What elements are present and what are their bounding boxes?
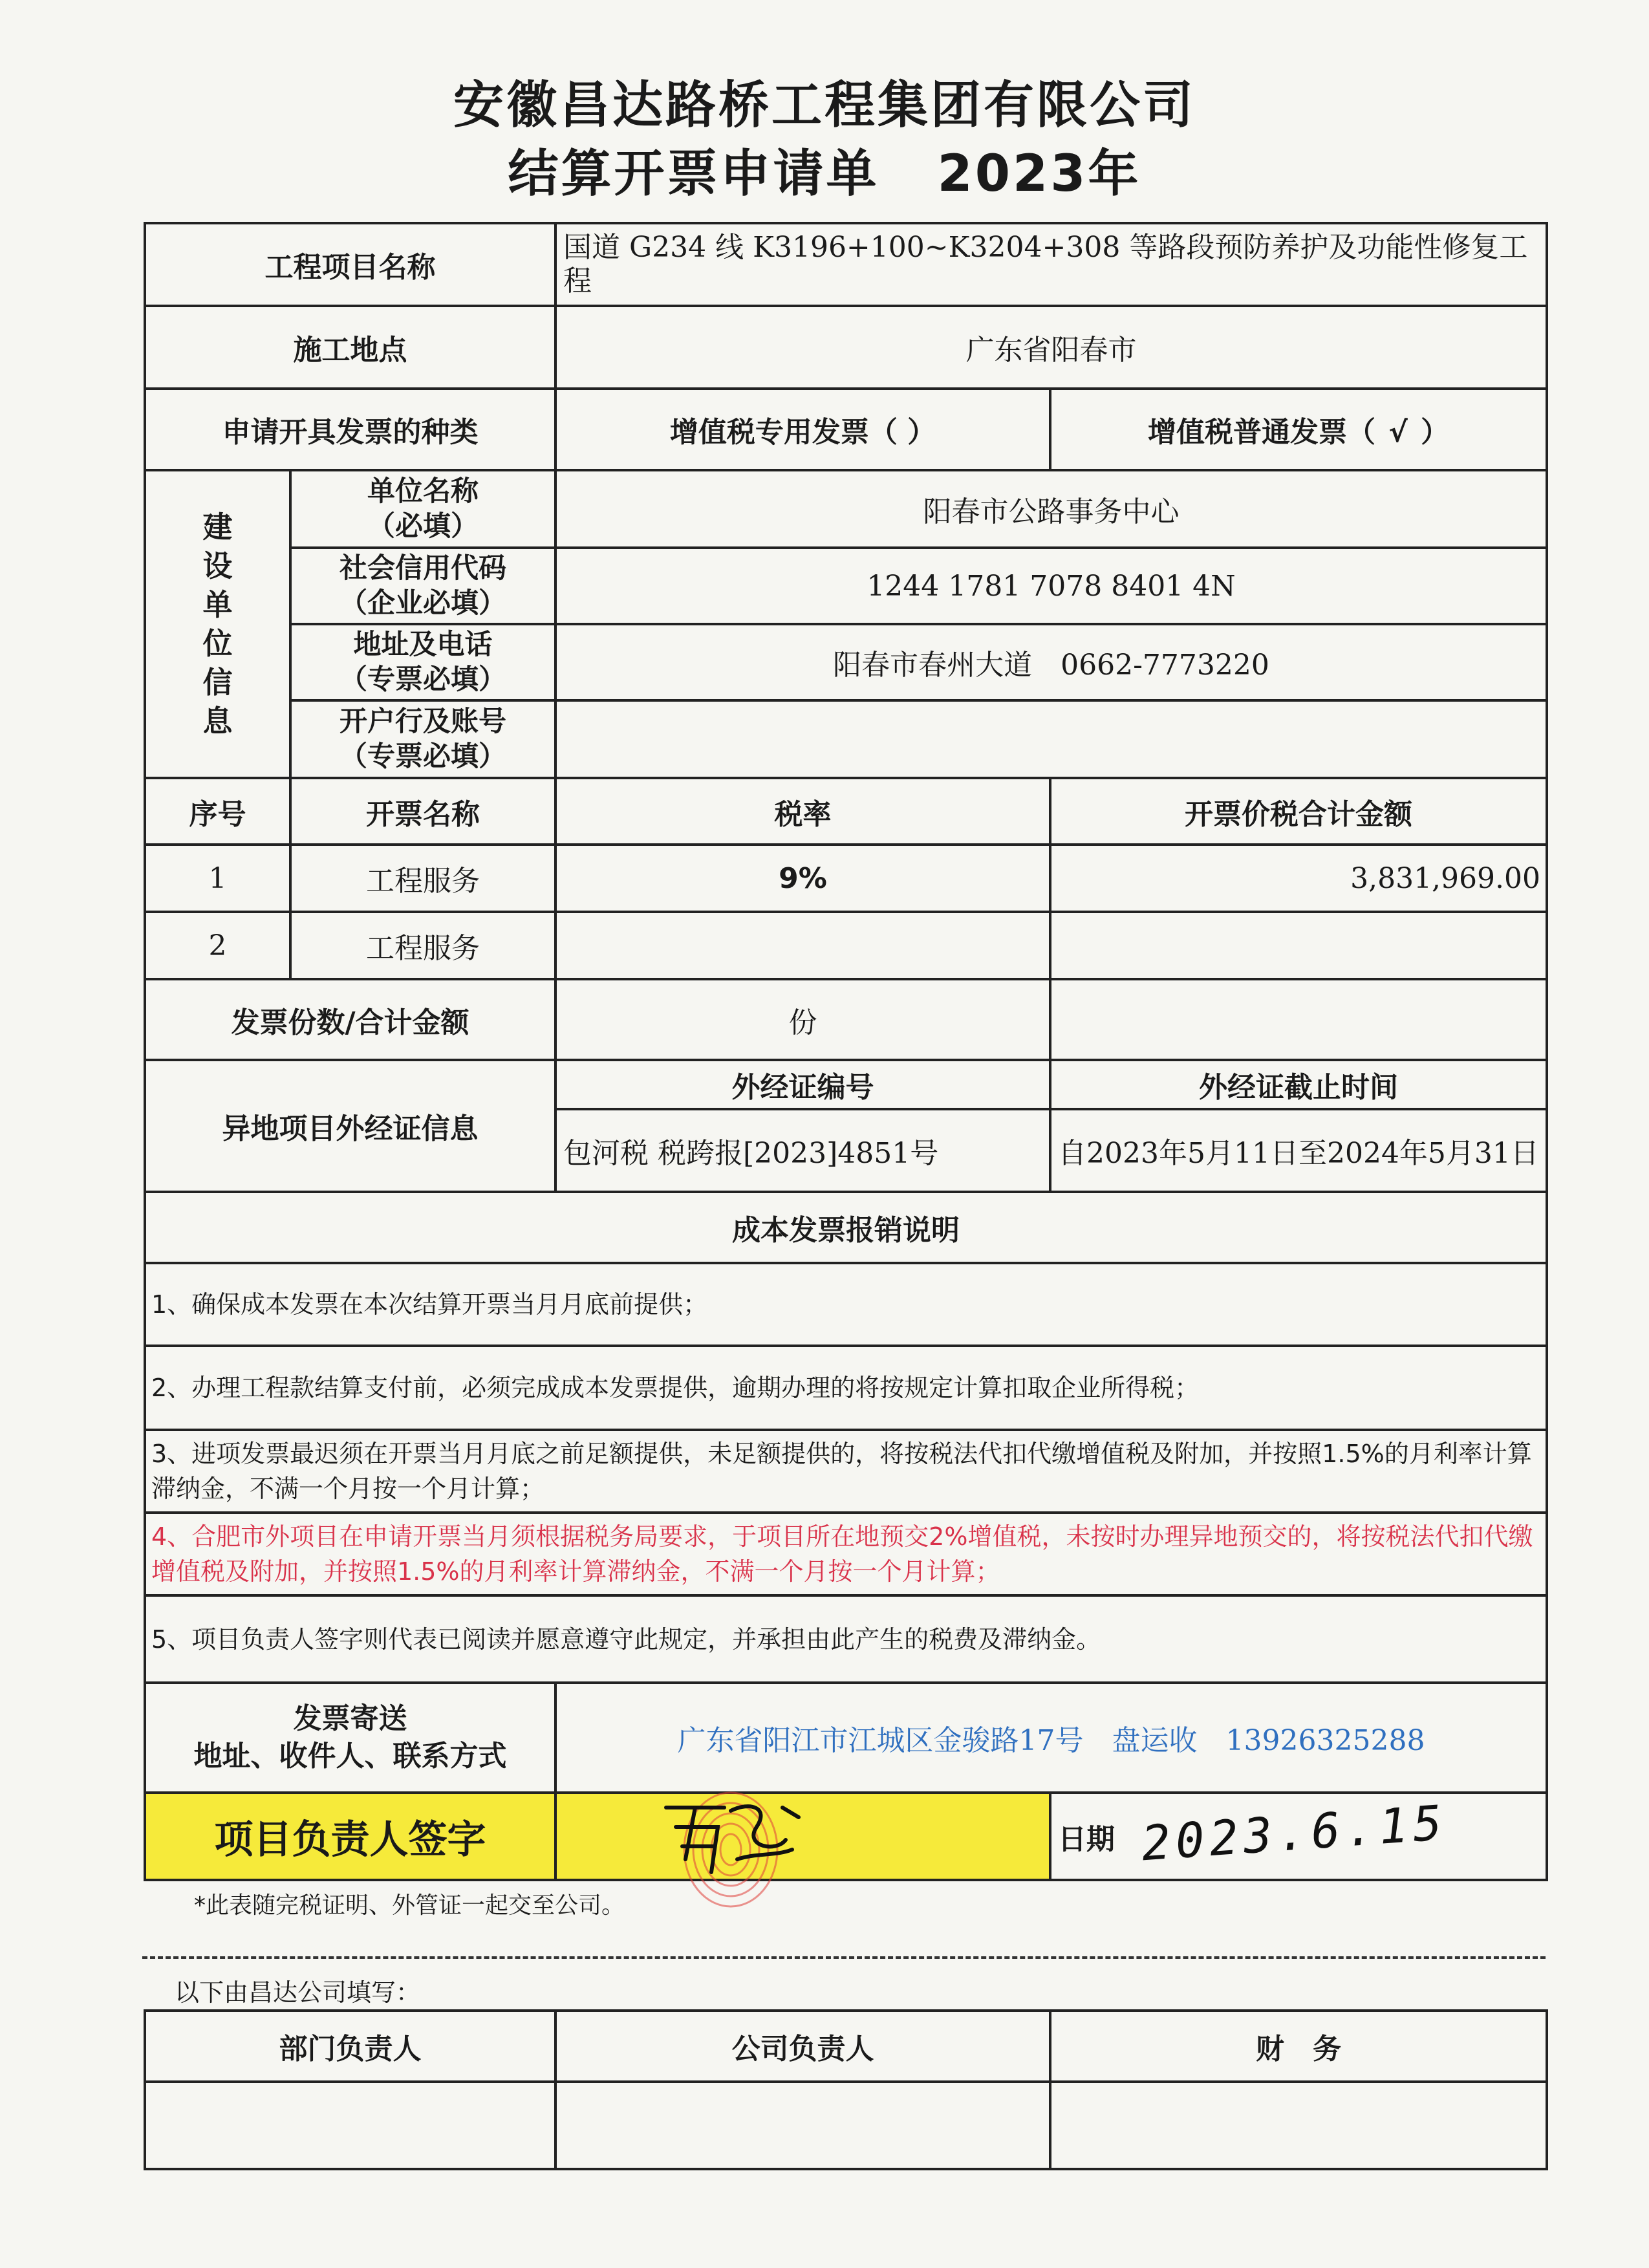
company-approval-table [144,2009,1548,2170]
handwritten-date: 2023.6.15 [1139,1795,1449,1872]
row-rate [555,912,1050,979]
label-line: 地址及电话 [353,629,493,661]
client-info-group-label [145,470,290,778]
row-no: 2 [145,912,290,979]
total-amount [1050,979,1547,1060]
label-line: （企业必填） [339,587,506,620]
cost-note-4: 4、合肥市外项目在申请开票当月须根据税务局要求，于项目所在地预交2%增值税，未按时办理异地预交的，将按税法代扣代缴增值税及附加，并按照1.5%的月利率计算滞纳金，不满一个月按一个月计算； [145,1513,1547,1595]
address-phone-value: 阳春市春州大道 0662-7773220 [555,624,1547,700]
table-row [145,912,1547,979]
bank-account-value [555,700,1547,778]
site-label: 施工地点 [145,306,555,389]
label-line: （专票必填） [339,664,506,696]
row-amount: 3,831,969.00 [1050,845,1547,912]
cert-number-value: 包河税 税跨报[2023]4851号 [555,1109,1050,1192]
row-rate: 9% [555,845,1050,912]
label-line: （专票必填） [339,740,506,773]
date-label: 日期 [1050,1793,1547,1880]
label-line: 社会信用代码 [339,552,506,585]
client-group-char: 信 [202,665,233,700]
credit-code-value: 1244 1781 7078 8401 4N [555,548,1547,624]
row-name: 工程服务 [290,845,555,912]
client-group-char: 位 [202,626,233,661]
unit-name-value: 阳春市公路事务中心 [555,470,1547,548]
finance-header: 财 务 [1050,2011,1547,2082]
cert-number-header: 外经证编号 [555,1060,1050,1109]
bank-account-label [290,700,555,778]
delivery-label [145,1683,555,1793]
dept-head-header: 部门负责人 [145,2011,555,2082]
label-line: 单位名称 [367,475,479,508]
signature-with-fingerprint-icon [647,1782,815,1917]
company-fill-caption: 以下由昌达公司填写： [175,1978,421,2007]
client-group-char: 建 [202,510,233,545]
invoice-copies: 份 [555,979,1050,1060]
finance-sign-cell[interactable] [1050,2082,1547,2169]
signer-label: 项目负责人签字 [145,1793,555,1880]
cost-note-3: 3、进项发票最迟须在开票当月月底之前足额提供，未足额提供的，将按税法代扣代缴增值税及附加，并按照1.5%的月利率计算滞纳金，不满一个月按一个月计算； [145,1430,1547,1513]
col-header-amount: 开票价税合计金额 [1050,778,1547,845]
col-header-no: 序号 [145,778,290,845]
cost-note-2: 2、办理工程款结算支付前，必须完成成本发票提供，逾期办理的将按规定计算扣取企业所得税； [145,1346,1547,1430]
credit-code-label [290,548,555,624]
label-line: 开户行及账号 [339,706,506,738]
dept-head-sign-cell[interactable] [145,2082,555,2169]
cost-notes-title: 成本发票报销说明 [145,1192,1547,1263]
summary-label: 发票份数/合计金额 [145,979,555,1060]
client-group-char: 息 [202,704,233,739]
footnote: *此表随完税证明、外管证一起交至公司。 [194,1892,625,1919]
row-no: 1 [145,845,290,912]
delivery-value: 广东省阳江市江城区金骏路17号 盘运收 13926325288 [555,1683,1547,1793]
form-title-text: 结算开票申请单 [508,145,879,203]
external-cert-label: 异地项目外经证信息 [145,1060,555,1192]
client-group-char: 单 [202,587,233,622]
client-group-char: 设 [202,548,233,583]
address-phone-label [290,624,555,700]
form-title [0,133,1649,206]
cost-note-5: 5、项目负责人签字则代表已阅读并愿意遵守此规定，并承担由此产生的税费及滞纳金。 [145,1595,1547,1683]
unit-name-label [290,470,555,548]
row-name: 工程服务 [290,912,555,979]
col-header-name: 开票名称 [290,778,555,845]
normal-invoice-option [1050,389,1547,470]
table-row [145,845,1547,912]
col-header-rate: 税率 [555,778,1050,845]
cut-line-divider [142,1956,1546,1959]
settlement-invoice-form [144,222,1548,1881]
normal-invoice-label: 增值税普通发票（ [1148,416,1375,449]
special-invoice-option: 增值税专用发票（ ） [555,389,1050,470]
cert-deadline-header: 外经证截止时间 [1050,1060,1547,1109]
project-name-label: 工程项目名称 [145,223,555,306]
label-line: 发票寄送 [293,1702,407,1735]
cost-note-1: 1、确保成本发票在本次结算开票当月月底前提供； [145,1263,1547,1346]
project-name-value: 国道 G234 线 K3196+100~K3204+308 等路段预防养护及功能性修复工程 [555,223,1547,306]
checkmark-icon: √ [1388,416,1408,449]
company-head-header: 公司负责人 [555,2011,1050,2082]
label-line: （必填） [367,510,479,543]
row-amount [1050,912,1547,979]
company-title: 安徽昌达路桥工程集团有限公司 [453,76,1196,135]
company-head-sign-cell[interactable] [555,2082,1050,2169]
cert-deadline-value: 自2023年5月11日至2024年5月31日 [1050,1109,1547,1192]
label-line: 地址、收件人、联系方式 [193,1740,507,1773]
form-year: 2023年 [937,145,1141,203]
invoice-type-label: 申请开具发票的种类 [145,389,555,470]
site-value: 广东省阳春市 [555,306,1547,389]
normal-invoice-close: ） [1421,416,1449,449]
